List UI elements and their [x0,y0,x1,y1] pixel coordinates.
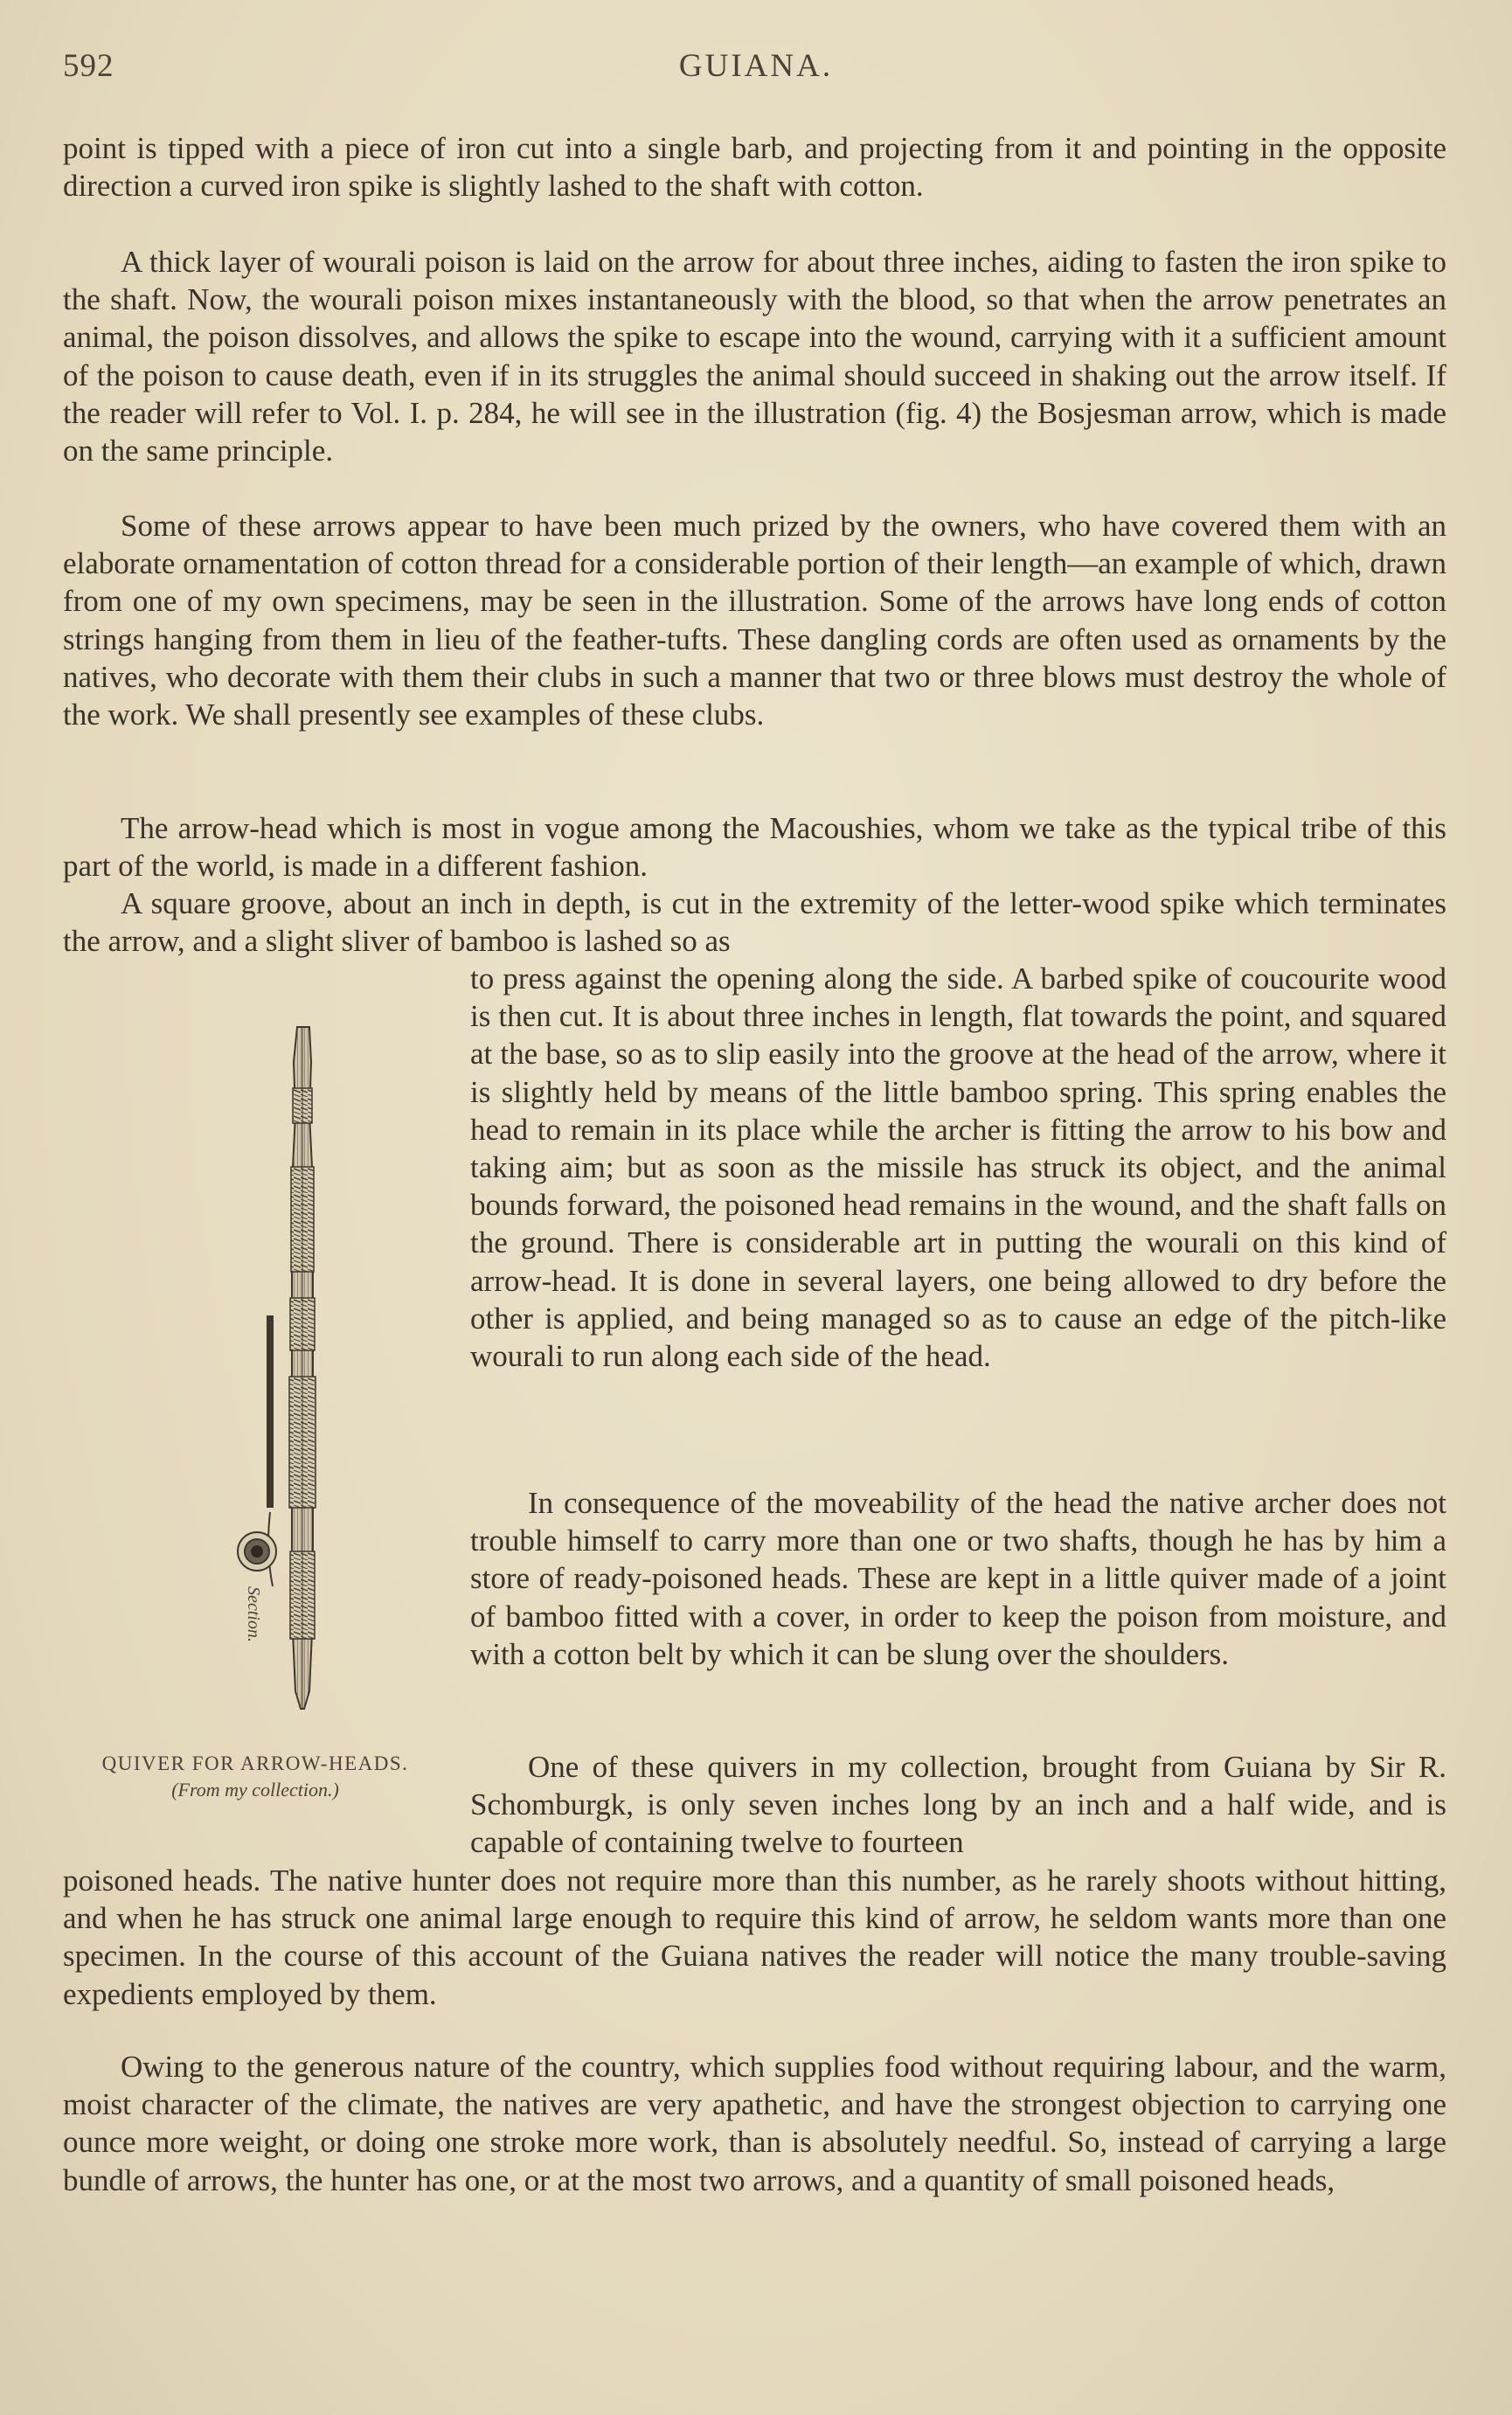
quiver-section-diagram [238,1532,276,1571]
figure-caption-source: (From my collection.) [171,1779,339,1801]
quiver-illustration [63,1010,447,1744]
paragraph-5-start: A square groove, about an inch in depth, is cut in the extremity of the letter-wood spike which terminates the arrow, and a slight sliver of bamboo is lashed so as [63,886,1446,959]
paragraph-1: point is tipped with a piece of iron cut into a single barb, and projecting from it and pointing in the opposite direction a curved iron spike is slightly lashed to the shaft with cotton. [63,131,1446,204]
paragraph-5-continued: to press against the opening along the side. A barbed spike of coucourite wood is then cut. It is about three inches in length, flat towards the point, and squared at the base, so as to slip easily into the groove at the head of the arrow, where it is slightly held by means of the little bamboo spring. This spring enables the head to remain in its place while the archer is fitting the arrow to his bow and taking aim; but as soon as the missile has struck its object, and the animal bounds forward, the poisoned head remains in the wound, and the shaft falls on the ground. There is considerable art in putting the wourali on this kind of arrow-head. It is done in several layers, one being allowed to dry before the other is applied, and being managed so as to cause an edge of the pitch-like wourali to run along each side of the head. [470,961,1446,1374]
paragraph-3: Some of these arrows appear to have been much prized by the owners, who have covered them with an elaborate ornamentation of cotton thread for a considerable portion of their length—an example of which, drawn from one of my own specimens, may be seen in the illustration. Some of the arrows have long ends of cotton strings hanging from them in lieu of the feather-tufts. These dangling cords are often used as ornaments by the natives, who decorate with them their clubs in such a manner that two or three blows must destroy the whole of the work. We shall presently see examples of these clubs. [63,509,1446,732]
figure-caption: QUIVER FOR ARROW-HEADS. [101,1752,409,1774]
running-head: GUIANA. [678,48,834,84]
paragraph-6: In consequence of the moveability of the head the native archer does not trouble himself to carry more than one or two shafts, though he has by him a store of ready-poisoned heads. These are kept in a little quiver made of a joint of bamboo fitted with a cover, in order to keep the poison from moisture, and with a cotton belt by which it can be slung over the shoulders. [470,1486,1446,1671]
paragraph-2: A thick layer of wourali poison is laid on the arrow for about three inches, aiding to fasten the iron spike to the shaft. Now, the wourali poison mixes instantaneously with the blood, so that when the arrow penetrates an animal, the poison dissolves, and allows the spike to escape into the wound, carrying with it a sufficient amount of the poison to cause death, even if in its struggles the animal should succeed in shaking out the arrow itself. If the reader will refer to Vol. I. p. 284, he will see in the illustration (fig. 4) the Bosjesman arrow, which is made on the same principle. [63,245,1446,468]
page-header [63,47,1449,100]
quiver-tube [289,1027,316,1709]
section-label: Section. [244,1586,263,1642]
paragraph-4: The arrow-head which is most in vogue among the Macoushies, whom we take as the typical tribe of this part of the world, is made in a different fashion. [63,811,1446,884]
quiver-figure [63,1010,447,1814]
page-number: 592 [63,48,114,84]
paragraph-7-continued: poisoned heads. The native hunter does not require more than this number, as he rarely shoots without hitting, and when he has struck one animal large enough to require this kind of arrow, he seldom wants more than one specimen. In the course of this account of the Guiana natives the reader will notice the many trouble-saving expedients employed by them. [63,1863,1446,2011]
paragraph-7-start: One of these quivers in my collection, brought from Guiana by Sir R. Schomburgk, is only seven inches long by an inch and a half wide, and is capable of containing twelve to fourteen [470,1750,1446,1860]
paragraph-8: Owing to the generous nature of the country, which supplies food without requiring labour, and the warm, moist character of the climate, the natives are very apathetic, and have the strongest objection to carrying one ounce more weight, or doing one stroke more work, than is absolutely needful. So, instead of carrying a large bundle of arrows, the hunter has one, or at the most two arrows, and a quantity of small poisoned heads, [63,2050,1446,2197]
